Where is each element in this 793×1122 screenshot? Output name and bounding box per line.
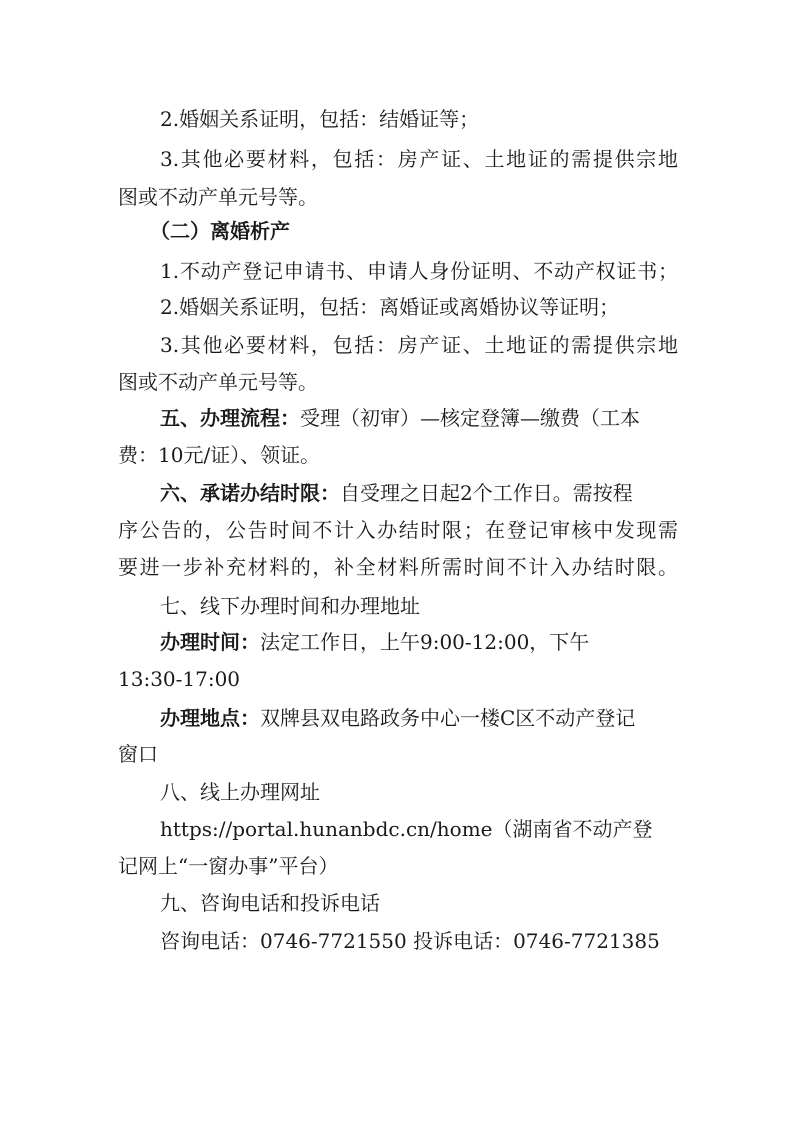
divorce-item1-text: 1.不动产登记申请书、申请人身份证明、不动产权证书； xyxy=(160,259,678,283)
online-url-text-l2: 记网上“一窗办事”平台） xyxy=(118,854,339,878)
address-text-l1: 双牌县双电路政务中心一楼C区不动产登记 xyxy=(260,706,636,730)
online-heading xyxy=(160,776,678,808)
other-materials-1-text-l2: 图或不动产单元号等。 xyxy=(118,185,318,209)
online-url-line1 xyxy=(160,813,678,845)
divorce-item2 xyxy=(160,291,678,323)
other-materials-2-line2 xyxy=(118,366,678,398)
deadline-line1 xyxy=(160,477,678,509)
online-url-link[interactable]: https://portal.hunanbdc.cn/home（湖南省不动产登 xyxy=(160,817,653,841)
contact-line xyxy=(160,925,678,957)
deadline-label: 六、承诺办结时限： xyxy=(160,481,340,505)
marriage-cert-item xyxy=(160,103,678,135)
contact-text: 咨询电话：0746-7721550 投诉电话：0746-7721385 xyxy=(160,929,660,953)
hours-text-l1: 法定工作日，上午9:00-12:00，下午 xyxy=(260,630,590,654)
hours-line2 xyxy=(118,663,678,695)
offline-heading xyxy=(160,590,678,622)
deadline-text-l3: 要进一步补充材料的，补全材料所需时间不计入办结时限。 xyxy=(118,555,678,579)
deadline-text-l2: 序公告的，公告时间不计入办结时限；在登记审核中发现需 xyxy=(118,518,678,542)
deadline-line3 xyxy=(118,551,678,583)
address-label: 办理地点： xyxy=(160,706,260,730)
hours-line1 xyxy=(160,626,678,658)
deadline-text-l1: 自受理之日起2个工作日。需按程 xyxy=(340,481,633,505)
hours-text-l2: 13:30-17:00 xyxy=(118,667,241,691)
other-materials-2-line1 xyxy=(160,329,678,361)
other-materials-2-text-l2: 图或不动产单元号等。 xyxy=(118,370,318,394)
online-url-line2 xyxy=(118,850,678,882)
process-line2 xyxy=(118,439,678,471)
process-label: 五、办理流程： xyxy=(160,406,300,430)
divorce-item1 xyxy=(160,255,678,287)
process-text-l2: 费：10元/证）、领证。 xyxy=(118,443,321,467)
other-materials-1-line1 xyxy=(160,143,678,175)
marriage-cert-text: 2.婚姻关系证明，包括：结婚证等； xyxy=(160,107,480,131)
divorce-heading-text: （二）离婚析产 xyxy=(150,219,290,243)
offline-heading-text: 七、线下办理时间和办理地址 xyxy=(160,594,420,618)
process-text-l1: 受理（初审）—核定登簿—缴费（工本 xyxy=(300,406,640,430)
address-line1 xyxy=(160,702,678,734)
online-heading-text: 八、线上办理网址 xyxy=(160,780,320,804)
other-materials-1-text-l1: 3.其他必要材料，包括：房产证、土地证的需提供宗地 xyxy=(160,147,678,171)
hours-label: 办理时间： xyxy=(160,630,260,654)
deadline-line2 xyxy=(118,514,678,546)
address-line2 xyxy=(118,738,678,770)
contact-heading-text: 九、咨询电话和投诉电话 xyxy=(160,891,380,915)
other-materials-1-line2 xyxy=(118,181,678,213)
address-text-l2: 窗口 xyxy=(118,742,158,766)
contact-heading xyxy=(160,887,678,919)
divorce-item2-text: 2.婚姻关系证明，包括：离婚证或离婚协议等证明； xyxy=(160,295,620,319)
process-line1 xyxy=(160,402,678,434)
other-materials-2-text-l1: 3.其他必要材料，包括：房产证、土地证的需提供宗地 xyxy=(160,333,678,357)
divorce-heading xyxy=(150,215,710,247)
